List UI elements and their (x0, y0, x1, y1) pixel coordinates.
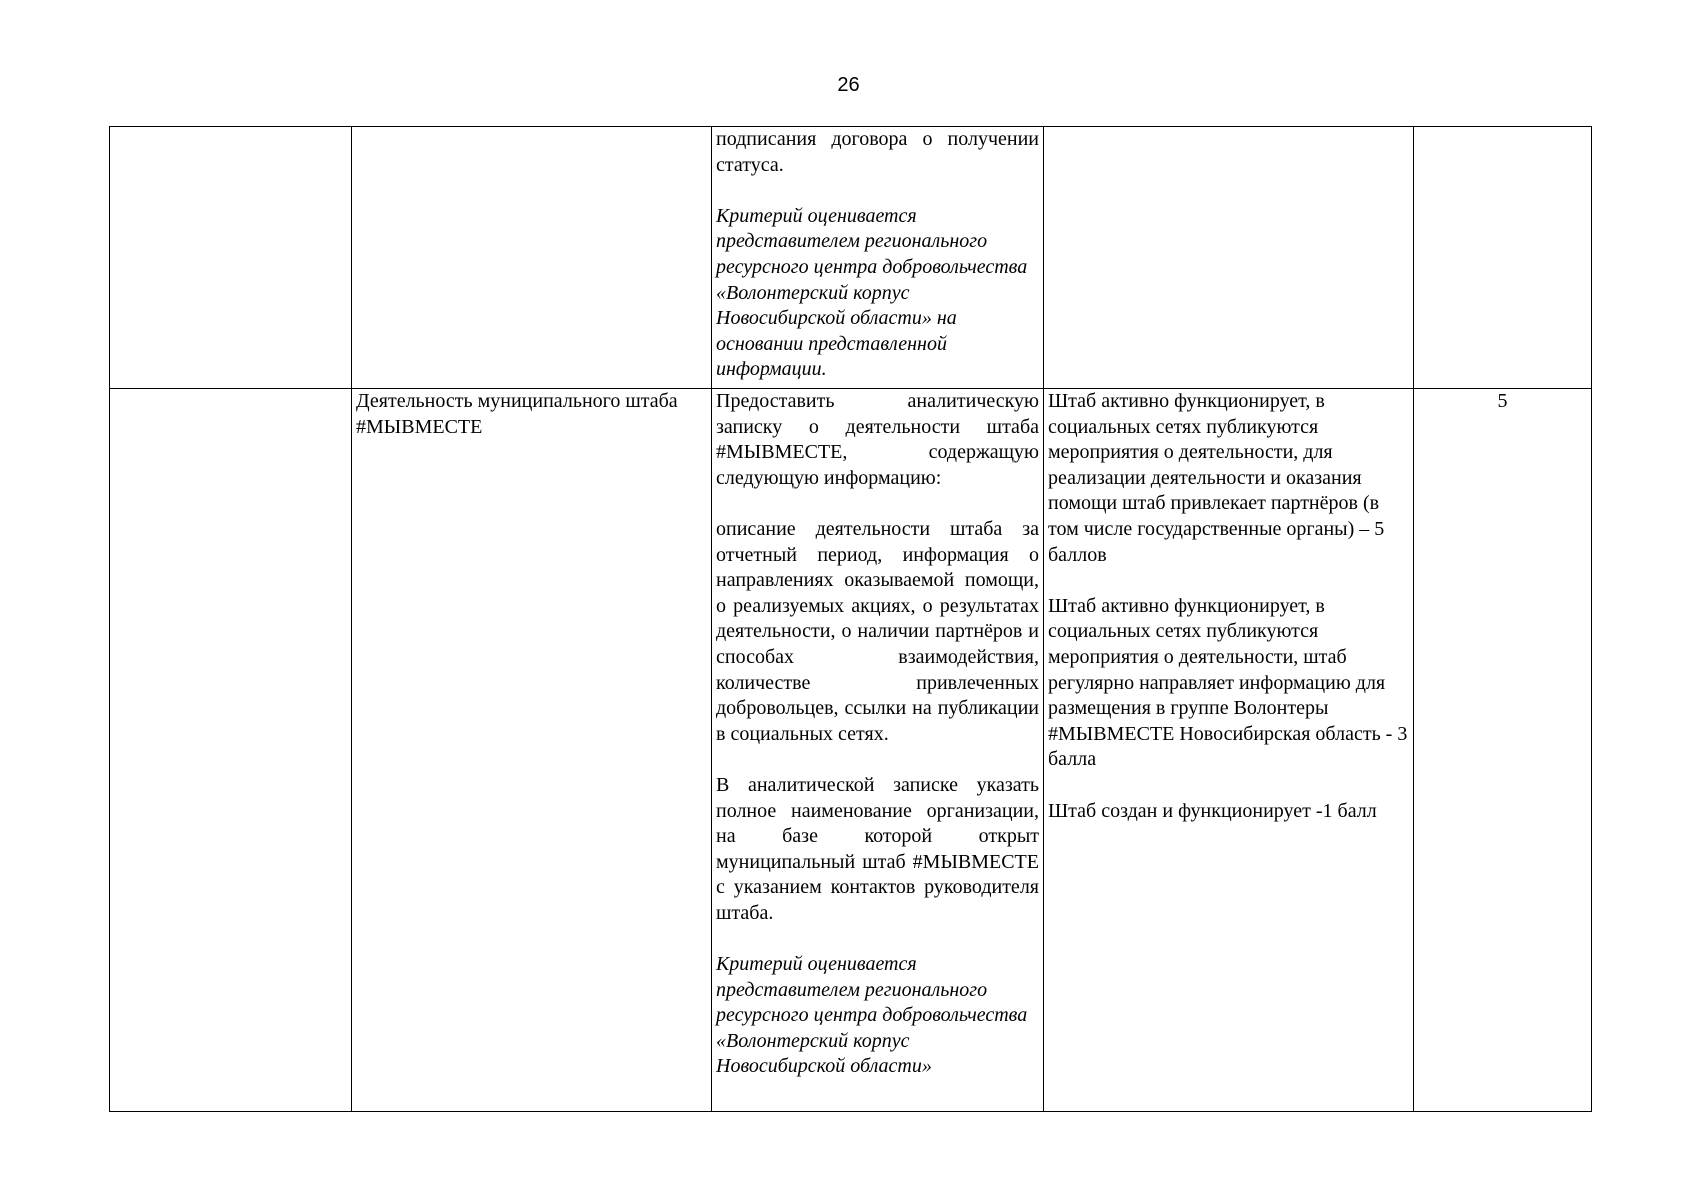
requirements-paragraph: подписания договора о получении статуса. (716, 128, 1039, 176)
requirements-paragraph: описание деятельности штаба за отчетный период, информация о направлениях оказываемой помощи, о реализуемых акциях, о результатах деятельности, о наличии партнёров и способах взаимодействия, количестве привлеченных добровольцев, ссылки на публикации в социальных сетях. (716, 517, 1039, 745)
table-cell-requirements (712, 389, 1044, 1112)
table-cell-max-score (1414, 127, 1592, 389)
scoring-option: Штаб активно функционирует, в социальных сетях публикуются мероприятия о деятельности, для реализации деятельности и оказания помощи штаб привлекает партнёров (в том числе государственные органы) – 5 баллов (1048, 390, 1385, 566)
table-cell-category (110, 127, 352, 389)
criteria-table (109, 126, 1592, 1112)
table-cell-criterion (352, 127, 712, 389)
table-cell-scoring (1044, 389, 1414, 1112)
table-cell-max-score: 5 (1414, 389, 1592, 1112)
scoring-option: Штаб создан и функционирует -1 балл (1048, 799, 1377, 822)
requirements-paragraph: Предоставить аналитическую записку о деятельности штаба #МЫВМЕСТЕ, содержащую следующую информацию: (716, 390, 1039, 489)
table-cell-criterion: Деятельность муниципального штаба #МЫВМЕСТЕ (352, 389, 712, 1112)
table-row (110, 127, 1592, 389)
requirements-paragraph: В аналитической записке указать полное наименование организации, на базе которой открыт муниципальный штаб #МЫВМЕСТЕ с указанием контактов руководителя штаба. (716, 773, 1039, 924)
table-row (110, 389, 1592, 1112)
table-cell-requirements (712, 127, 1044, 389)
table-cell-scoring (1044, 127, 1414, 389)
table-cell-category (110, 389, 352, 1112)
evaluation-note: Критерий оценивается представителем регионального ресурсного центра добровольчества «Волонтерский корпус Новосибирской области» (716, 953, 1028, 1078)
evaluation-note: Критерий оценивается представителем регионального ресурсного центра добровольчества «Волонтерский корпус Новосибирской области» на основании представленной информации. (716, 204, 1028, 381)
page-number: 26 (837, 74, 860, 96)
scoring-option: Штаб активно функционирует, в социальных сетях публикуются мероприятия о деятельности, штаб регулярно направляет информацию для размещения в группе Волонтеры #МЫВМЕСТЕ Новосибирская область - 3 балла (1048, 594, 1408, 771)
